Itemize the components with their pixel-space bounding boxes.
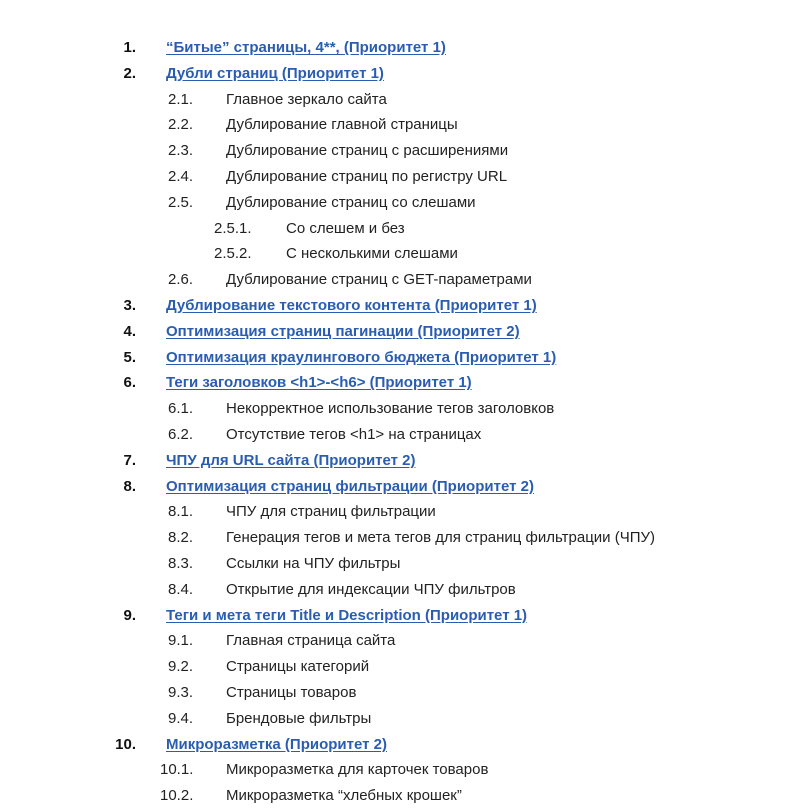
list-number: 8.4.: [168, 580, 194, 598]
outline-subitem: [0, 680, 806, 706]
list-item-text: Генерация тегов и мета тегов для страниц фильтрации (ЧПУ): [226, 529, 656, 547]
outline-heading-item[interactable]: [0, 345, 806, 371]
list-number: 2.1.: [168, 90, 194, 108]
heading-link[interactable]: Оптимизация краулингового бюджета (Приоритет 1): [166, 348, 557, 366]
list-number: 1.: [123, 39, 136, 56]
list-number: 2.6.: [168, 271, 194, 289]
list-number: 4.: [123, 322, 136, 340]
outline-subitem: [0, 525, 806, 551]
list-number: 9.1.: [168, 632, 194, 650]
outline-subitem: [0, 112, 806, 138]
outline-subitem: [0, 551, 806, 577]
list-number: 8.1.: [168, 503, 194, 521]
list-number: 2.5.: [168, 193, 194, 211]
list-item-text: Отсутствие тегов <h1> на страницах: [226, 425, 482, 443]
outline-heading-item[interactable]: [0, 448, 806, 474]
list-item-text: Микроразметка для карточек товаров: [226, 761, 489, 779]
list-item-text: ЧПУ для страниц фильтрации: [226, 503, 436, 521]
heading-link[interactable]: Теги и мета теги Title и Description (Приоритет 1): [166, 606, 528, 624]
outline-subitem: [0, 757, 806, 783]
list-item-text: Дублирование главной страницы: [226, 116, 458, 134]
outline-subitem: [0, 706, 806, 732]
list-item-text: Дублирование страниц со слешами: [226, 193, 476, 211]
outline-subitem: [0, 267, 806, 293]
outline-subitem: [0, 654, 806, 680]
heading-link[interactable]: Оптимизация страниц фильтрации (Приоритет 2): [166, 477, 534, 495]
list-number: 7.: [123, 451, 136, 469]
outline-subitem: [0, 396, 806, 422]
list-number: 6.2.: [168, 425, 194, 443]
document-outline: [0, 35, 806, 809]
list-number: 2.5.2.: [214, 245, 252, 263]
outline-subitem: [0, 783, 806, 809]
heading-link[interactable]: Теги заголовков <h1>-<h6> (Приоритет 1): [166, 374, 472, 392]
list-number: 10.1.: [160, 761, 194, 779]
outline-subitem: [0, 422, 806, 448]
list-number: 9.2.: [168, 658, 194, 676]
list-number: 6.: [123, 374, 136, 392]
list-item-text: Главная страница сайта: [226, 632, 396, 650]
list-item-text: Дублирование страниц с GET-параметрами: [226, 271, 532, 289]
heading-link[interactable]: Микроразметка (Приоритет 2): [166, 735, 387, 753]
list-item-text: Со слешем и без: [286, 219, 405, 237]
outline-heading-item[interactable]: [0, 319, 806, 345]
outline-subsubitem: [0, 216, 806, 242]
outline-heading-item[interactable]: [0, 35, 806, 61]
outline-subsubitem: [0, 241, 806, 267]
outline-subitem: [0, 190, 806, 216]
list-item-text: Микроразметка “хлебных крошек”: [226, 787, 462, 805]
list-number: 9.: [123, 606, 136, 624]
list-number: 2.5.1.: [214, 219, 252, 237]
list-number: 8.2.: [168, 529, 194, 547]
list-number: 2.2.: [168, 116, 194, 134]
outline-subitem: [0, 577, 806, 603]
heading-link[interactable]: Дубли страниц (Приоритет 1): [166, 64, 384, 82]
list-number: 5.: [123, 348, 136, 366]
list-number: 10.: [115, 735, 136, 753]
outline-heading-item[interactable]: [0, 370, 806, 396]
heading-link[interactable]: ЧПУ для URL сайта (Приоритет 2): [166, 451, 416, 469]
list-number: 2.3.: [168, 142, 194, 160]
list-item-text: Дублирование страниц по регистру URL: [226, 167, 508, 185]
list-number: 6.1.: [168, 400, 194, 418]
list-number: 8.: [123, 477, 136, 495]
list-item-text: С несколькими слешами: [286, 245, 458, 263]
outline-subitem: [0, 499, 806, 525]
outline-subitem: [0, 628, 806, 654]
outline-subitem: [0, 138, 806, 164]
outline-heading-item[interactable]: [0, 474, 806, 500]
heading-link[interactable]: Оптимизация страниц пагинации (Приоритет 2): [166, 322, 520, 340]
list-item-text: Брендовые фильтры: [226, 709, 372, 727]
heading-link[interactable]: Дублирование текстового контента (Приоритет 1): [166, 296, 537, 314]
list-item-text: Открытие для индексации ЧПУ фильтров: [226, 580, 516, 598]
list-item-text: Дублирование страниц с расширениями: [226, 142, 509, 160]
list-number: 10.2.: [160, 787, 194, 805]
list-item-text: Страницы товаров: [226, 683, 357, 701]
outline-subitem: [0, 87, 806, 113]
list-item-text: Страницы категорий: [226, 658, 370, 676]
list-item-text: Некорректное использование тегов заголовков: [226, 400, 555, 418]
list-number: 8.3.: [168, 554, 194, 572]
list-number: 2.: [123, 64, 136, 82]
list-item-text: Главное зеркало сайта: [226, 90, 387, 108]
list-number: 3.: [123, 296, 136, 314]
list-number: 2.4.: [168, 167, 194, 185]
outline-heading-item[interactable]: [0, 603, 806, 629]
outline-subitem: [0, 164, 806, 190]
outline-heading-item[interactable]: [0, 61, 806, 87]
outline-heading-item[interactable]: [0, 732, 806, 758]
heading-link[interactable]: “Битые” страницы, 4**, (Приоритет 1): [166, 39, 446, 56]
list-number: 9.3.: [168, 683, 194, 701]
list-number: 9.4.: [168, 709, 194, 727]
outline-heading-item[interactable]: [0, 293, 806, 319]
list-item-text: Ссылки на ЧПУ фильтры: [226, 554, 401, 572]
